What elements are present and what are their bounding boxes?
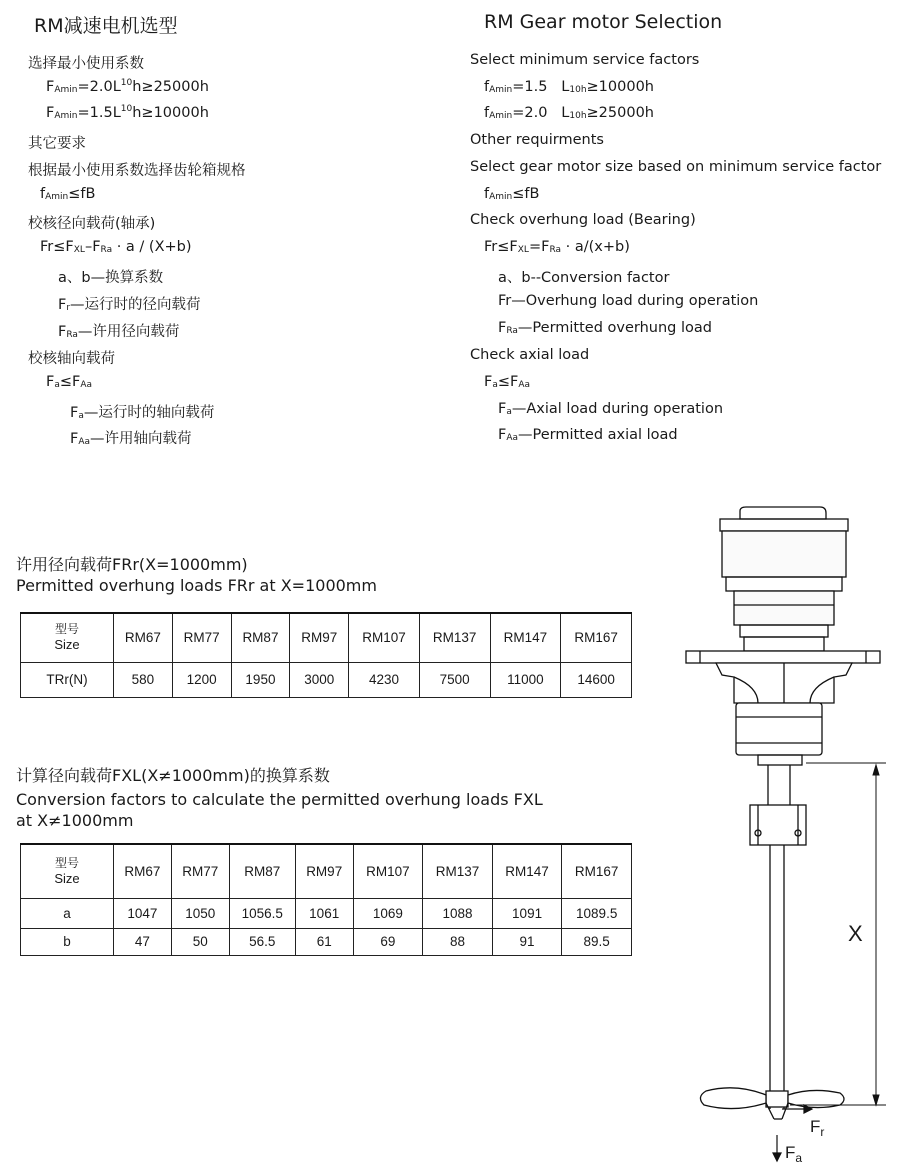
table-cell: 14600 [561, 662, 632, 697]
table2-caption-en-2: at X≠1000mm [16, 811, 134, 830]
right-line-14: Fa—Axial load during operation [498, 401, 724, 417]
table-cell: 7500 [419, 662, 490, 697]
size-header-cell: 型号 Size [21, 613, 114, 662]
column-header: RM137 [419, 613, 490, 662]
left-line-9: a、b—换算系数 [58, 270, 164, 286]
column-header: RM97 [295, 844, 353, 898]
table-cell: 1200 [172, 662, 231, 697]
table-cell: 580 [114, 662, 173, 697]
gear-housing-upper [726, 577, 842, 591]
left-line-6: fAmin≤fB [40, 186, 96, 202]
table-cell: 61 [295, 928, 353, 955]
right-line-9: a、b--Conversion factor [498, 270, 670, 286]
right-line-11: FRa—Permitted overhung load [498, 320, 712, 336]
right-line-5: Select gear motor size based on minimum service factor [470, 159, 882, 175]
left-line-10: Fr—运行时的径向载荷 [58, 297, 201, 313]
right-line-7: Check overhung load (Bearing) [470, 212, 696, 228]
column-header: RM67 [114, 844, 172, 898]
conversion-factor-table [20, 843, 632, 956]
motor-body [722, 531, 846, 577]
motor-top-flange [720, 519, 848, 531]
table1-caption-zh: 许用径向载荷FRr(X=1000mm) [16, 555, 248, 574]
right-line-13: Fa≤FAa [484, 374, 531, 390]
column-header: RM107 [353, 844, 423, 898]
right-line-4: Other requirments [470, 132, 604, 148]
agitator-gearmotor-drawing [640, 505, 898, 1173]
left-title: RM减速电机选型 [34, 15, 178, 37]
column-header: RM77 [172, 613, 231, 662]
table-cell: 3000 [290, 662, 349, 697]
table-cell: 1091 [492, 898, 562, 928]
right-line-3: fAmin=2.0 L10h≥25000h [484, 105, 654, 121]
column-header: RM97 [290, 613, 349, 662]
table-cell: 11000 [490, 662, 561, 697]
left-line-11: FRa—许用径向载荷 [58, 324, 180, 340]
row-label: TRr(N) [21, 662, 114, 697]
table-row [21, 928, 632, 955]
left-line-7: 校核径向载荷(轴承) [28, 216, 156, 232]
table1-caption-en: Permitted overhung loads FRr at X=1000mm [16, 576, 377, 595]
left-line-5: 根据最小使用系数选择齿轮箱规格 [28, 163, 246, 179]
column-header: RM137 [423, 844, 493, 898]
row-label: b [21, 928, 114, 955]
column-header: RM107 [349, 613, 420, 662]
dimension-label-x: X [848, 921, 863, 946]
size-header-cell: 型号 Size [21, 844, 114, 898]
column-header: RM87 [229, 844, 295, 898]
table-cell: 1047 [114, 898, 172, 928]
table-header-row [21, 844, 632, 898]
table-cell: 56.5 [229, 928, 295, 955]
left-line-1: 选择最小使用系数 [28, 56, 144, 72]
column-header: RM167 [561, 613, 632, 662]
right-title: RM Gear motor Selection [484, 11, 723, 33]
left-line-13: Fa≤FAa [46, 374, 93, 390]
column-header: RM77 [171, 844, 229, 898]
table-header-row [21, 613, 632, 662]
right-line-15: FAa—Permitted axial load [498, 427, 678, 443]
axial-force-label: $F_a$ [785, 1143, 803, 1165]
table-cell: 1061 [295, 898, 353, 928]
left-line-3: $FAmin=2.0L^{10}h\ge 25000h$ [46, 78, 209, 95]
table-cell: 1050 [171, 898, 229, 928]
table-cell: 1056.5 [229, 898, 295, 928]
table-cell: 1088 [423, 898, 493, 928]
column-header: RM167 [562, 844, 632, 898]
table-cell: 4230 [349, 662, 420, 697]
table-cell: 50 [171, 928, 229, 955]
table-cell: 91 [492, 928, 562, 955]
impeller-hub [766, 1091, 788, 1107]
table-cell: 1950 [231, 662, 290, 697]
left-line-2: $FAmin=1.5L^{10}h\ge 10000h$ [46, 104, 209, 121]
column-header: RM147 [490, 613, 561, 662]
right-line-10: Fr—Overhung load during operation [498, 293, 759, 309]
table-cell: 1089.5 [562, 898, 632, 928]
column-header: RM147 [492, 844, 562, 898]
left-line-12: 校核轴向载荷 [28, 351, 115, 367]
gear-neck [740, 625, 828, 637]
table-row [21, 662, 632, 697]
right-line-8: Fr≤FXL=FRa · a/(x+b) [484, 239, 630, 255]
table2-caption-en-1: Conversion factors to calculate the permitted overhung loads FXL [16, 790, 543, 809]
motor-top-cap [740, 507, 826, 519]
right-line-12: Check axial load [470, 347, 590, 363]
table2-caption-zh: 计算径向载荷FXL(X≠1000mm)的换算系数 [16, 766, 330, 785]
column-header: RM87 [231, 613, 290, 662]
impeller-blade-left [700, 1088, 766, 1109]
right-line-1: Select minimum service factors [470, 52, 700, 68]
table-cell: 47 [114, 928, 172, 955]
permitted-load-table [20, 612, 632, 698]
table-cell: 88 [423, 928, 493, 955]
radial-force-label: $F_r$ [810, 1117, 825, 1139]
shaft-coupling [736, 703, 822, 755]
left-line-4: 其它要求 [28, 136, 86, 152]
table-cell: 1069 [353, 898, 423, 928]
column-header: RM67 [114, 613, 173, 662]
mounting-flange [686, 651, 880, 663]
table-cell: 69 [353, 928, 423, 955]
right-line-6: fAmin≤fB [484, 186, 540, 202]
left-line-15: FAa—许用轴向载荷 [70, 431, 192, 447]
table-cell: 89.5 [562, 928, 632, 955]
gear-housing [734, 591, 834, 625]
table-row [21, 898, 632, 928]
right-line-2: fAmin=1.5 L10h≥10000h [484, 79, 654, 95]
fa-arrowhead [773, 1153, 781, 1161]
row-label: a [21, 898, 114, 928]
left-line-8: Fr≤FXL–FRa · a / (X+b) [40, 239, 192, 255]
left-line-14: Fa—运行时的轴向载荷 [70, 405, 215, 421]
